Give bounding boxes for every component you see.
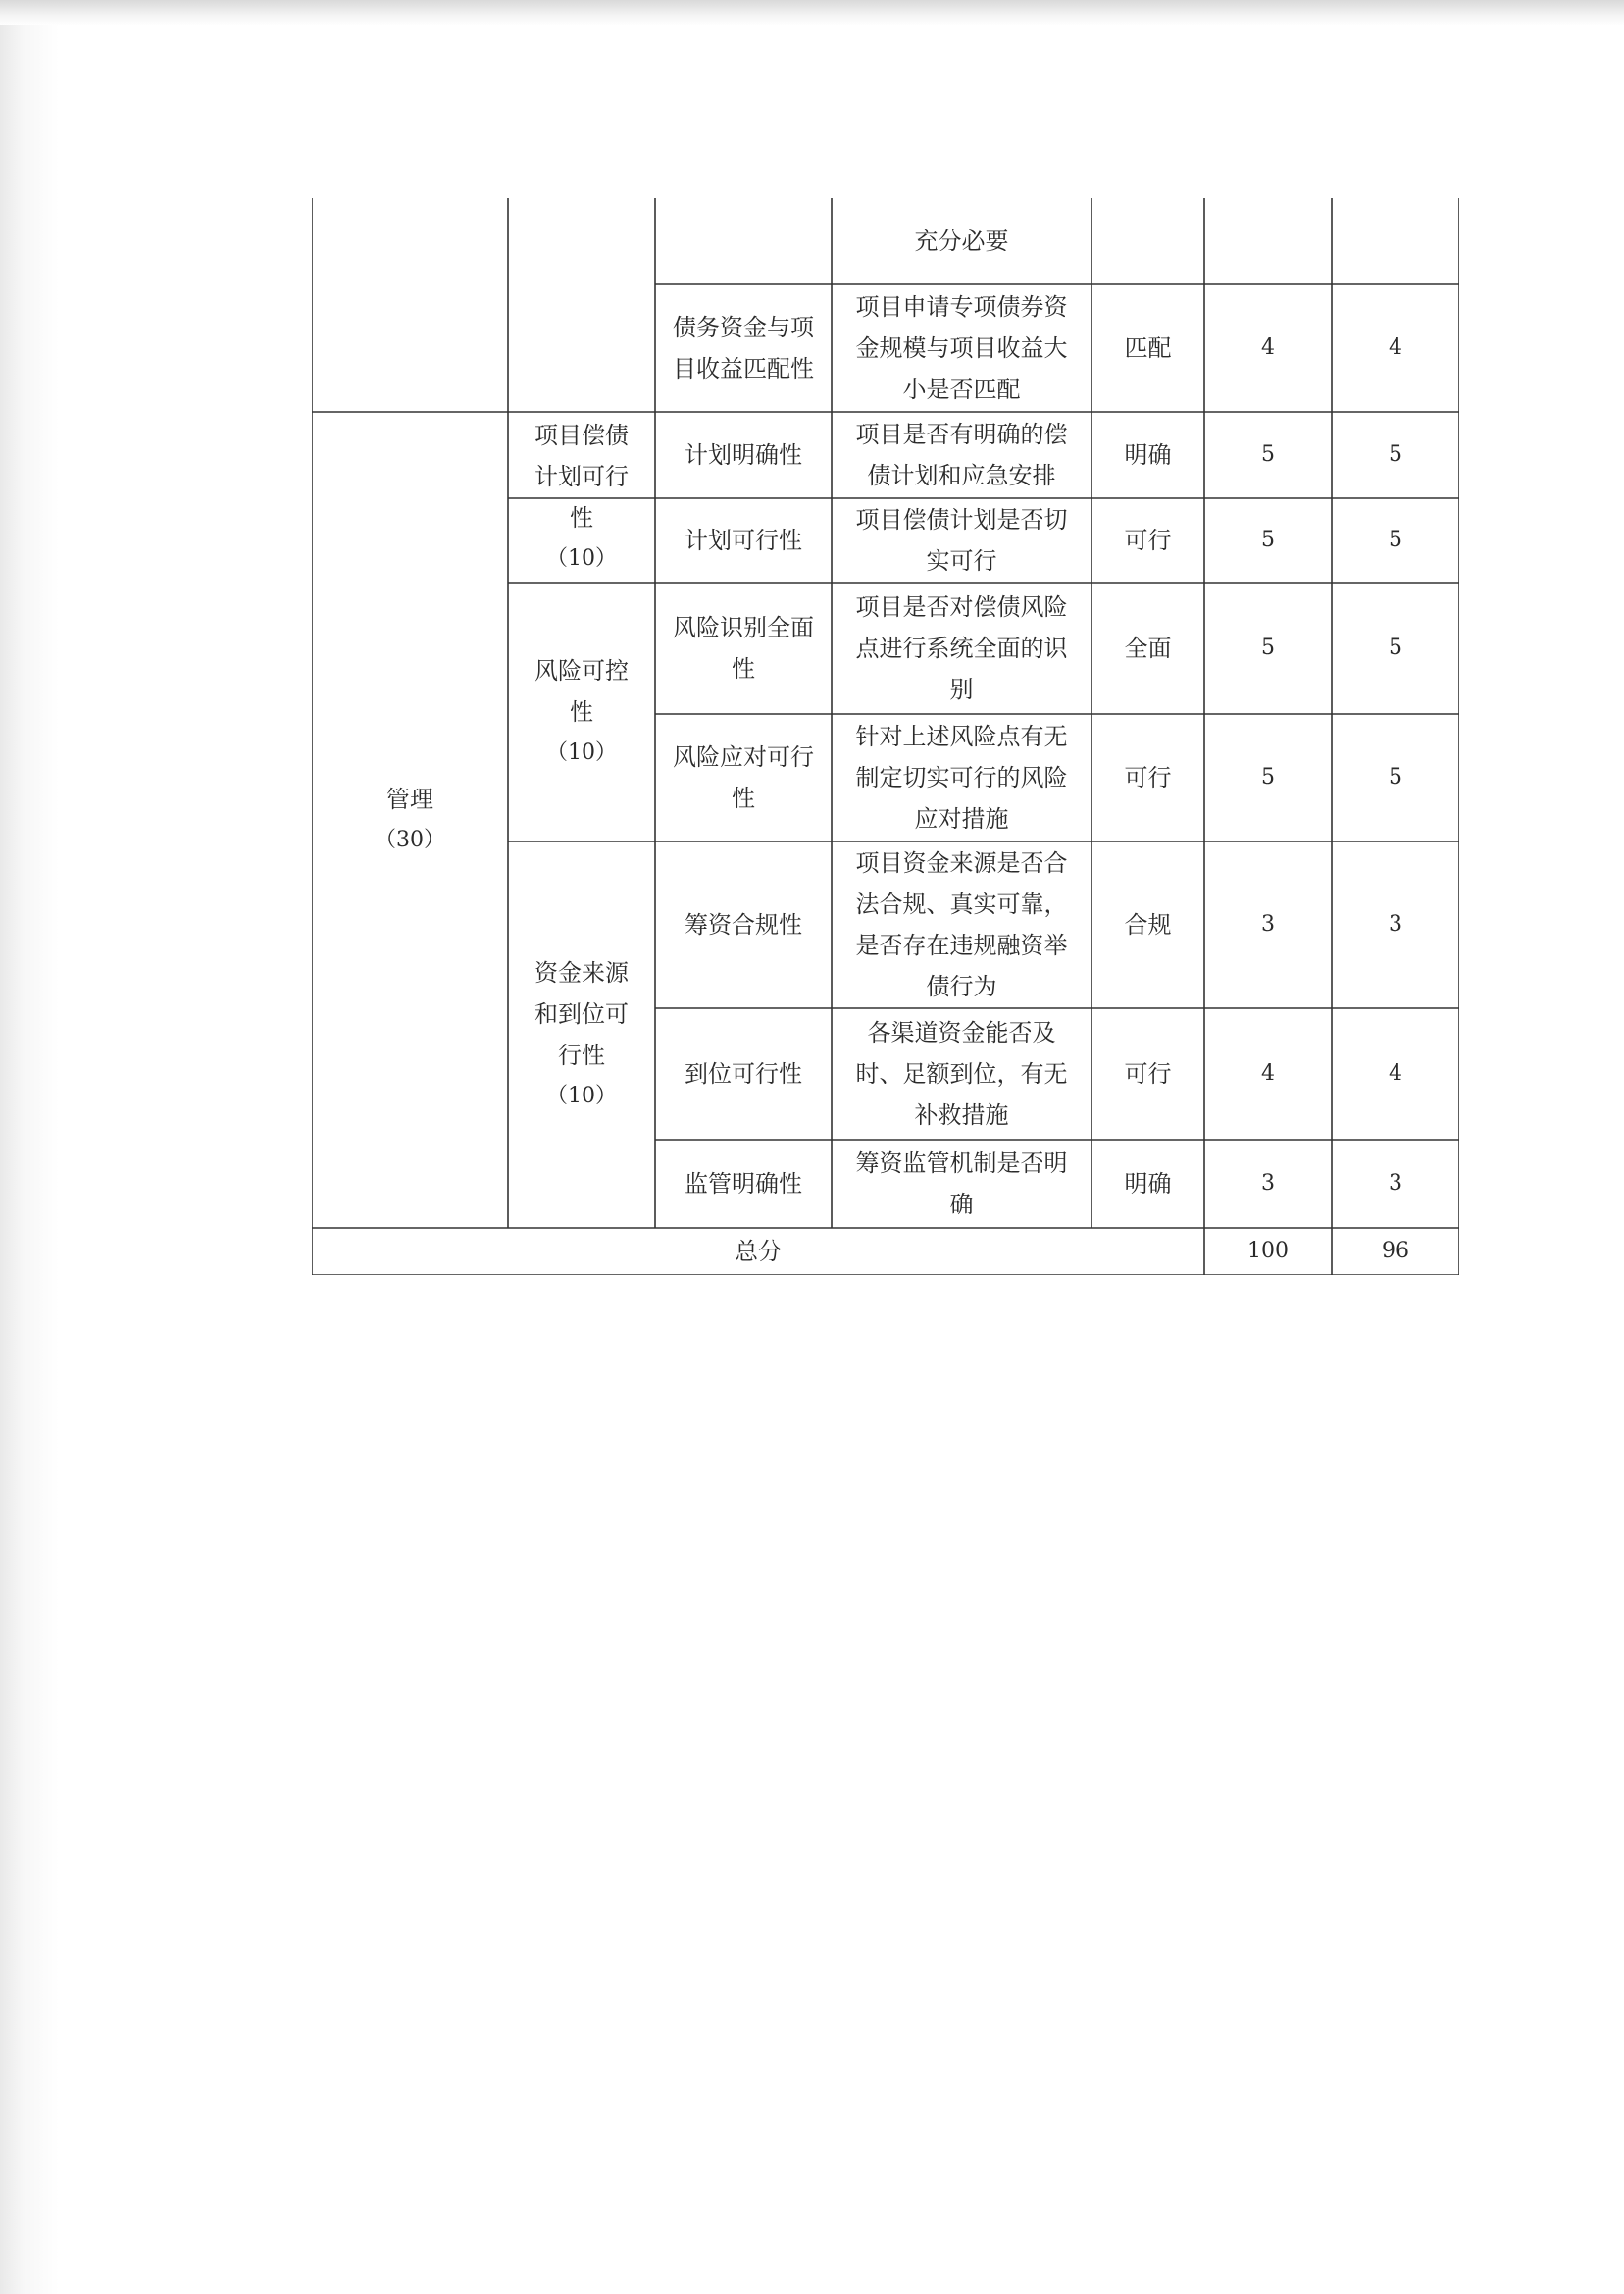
table-row-score: 3 [1389,1171,1402,1196]
scan-page-edge [0,0,59,2294]
level2-weight: （10） [546,1084,617,1108]
table-row-result: 可行 [1124,764,1172,791]
table-row-indicator: 项目偿债计划是否切实可行 [855,506,1068,575]
table-row-result: 匹配 [1124,334,1172,362]
table-row-indicator: 针对上述风险点有无制定切实可行的风险应对措施 [855,723,1068,833]
table-row-score: 5 [1389,528,1402,552]
table-row-full-score: 4 [1261,335,1275,360]
table-row-full-score: 4 [1261,1061,1275,1086]
table-row-full-score: 5 [1261,528,1275,552]
level2-label-cell [508,412,655,583]
table-row-indicator: 项目是否对偿债风险点进行系统全面的识别 [855,593,1068,703]
total-label: 总分 [735,1238,782,1265]
table-row-indicator: 项目资金来源是否合法合规、真实可靠，是否存在违规融资举债行为 [855,849,1068,1000]
table-row-criterion: 债务资金与项目收益匹配性 [673,314,814,382]
table-row-criterion: 计划明确性 [685,441,802,469]
table-row-full-score: 5 [1261,442,1275,467]
table-row-score: 3 [1389,912,1402,937]
table-row-indicator: 各渠道资金能否及时、足额到位，有无补救措施 [855,1019,1068,1129]
table-row-criterion: 风险应对可行性 [673,743,814,812]
table-row-result: 明确 [1124,441,1172,469]
level1-label-cell [312,412,508,1228]
level2-weight: （10） [546,740,617,765]
table-row-full-score: 5 [1261,636,1275,660]
level1-label: 管理 [386,786,433,813]
table-row-score: 4 [1389,1061,1402,1086]
level2-label: 项目偿债计划可行性 [534,422,629,532]
table-row-criterion: 风险识别全面性 [673,614,814,683]
level2-label: 资金来源和到位可行性 [534,959,629,1069]
level2-label-cell [508,583,655,841]
table-row-criterion: 到位可行性 [685,1060,802,1088]
level2-label-cell [508,841,655,1228]
table-row-result: 合规 [1124,911,1172,939]
table-row-result: 明确 [1124,1170,1172,1198]
scan-top-edge [0,0,1624,25]
level2-weight: （10） [546,546,617,571]
table-row-full-score: 5 [1261,765,1275,790]
table-row-indicator: 充分必要 [914,228,1009,255]
table-row-result: 全面 [1124,635,1172,662]
evaluation-table [312,198,1459,1275]
table-row-full-score: 3 [1261,1171,1275,1196]
table-row-score: 5 [1389,765,1402,790]
table-row-criterion: 计划可行性 [685,527,802,554]
level2-label: 风险可控性 [534,657,629,726]
table-row-full-score: 3 [1261,912,1275,937]
table-row-indicator: 项目是否有明确的偿债计划和应急安排 [855,421,1068,489]
table-row-criterion: 筹资合规性 [685,911,802,939]
total-score: 96 [1382,1239,1409,1263]
total-full-score: 100 [1247,1239,1289,1263]
table-row-indicator: 筹资监管机制是否明确 [855,1149,1068,1218]
table-row-score: 5 [1389,442,1402,467]
table-row-criterion: 监管明确性 [685,1170,802,1198]
table-row-indicator: 项目申请专项债券资金规模与项目收益大小是否匹配 [855,293,1068,403]
table-row-result: 可行 [1124,1060,1172,1088]
level1-weight: （30） [375,828,445,852]
table-row-result: 可行 [1124,527,1172,554]
table-row-score: 5 [1389,636,1402,660]
table-row-score: 4 [1389,335,1402,360]
